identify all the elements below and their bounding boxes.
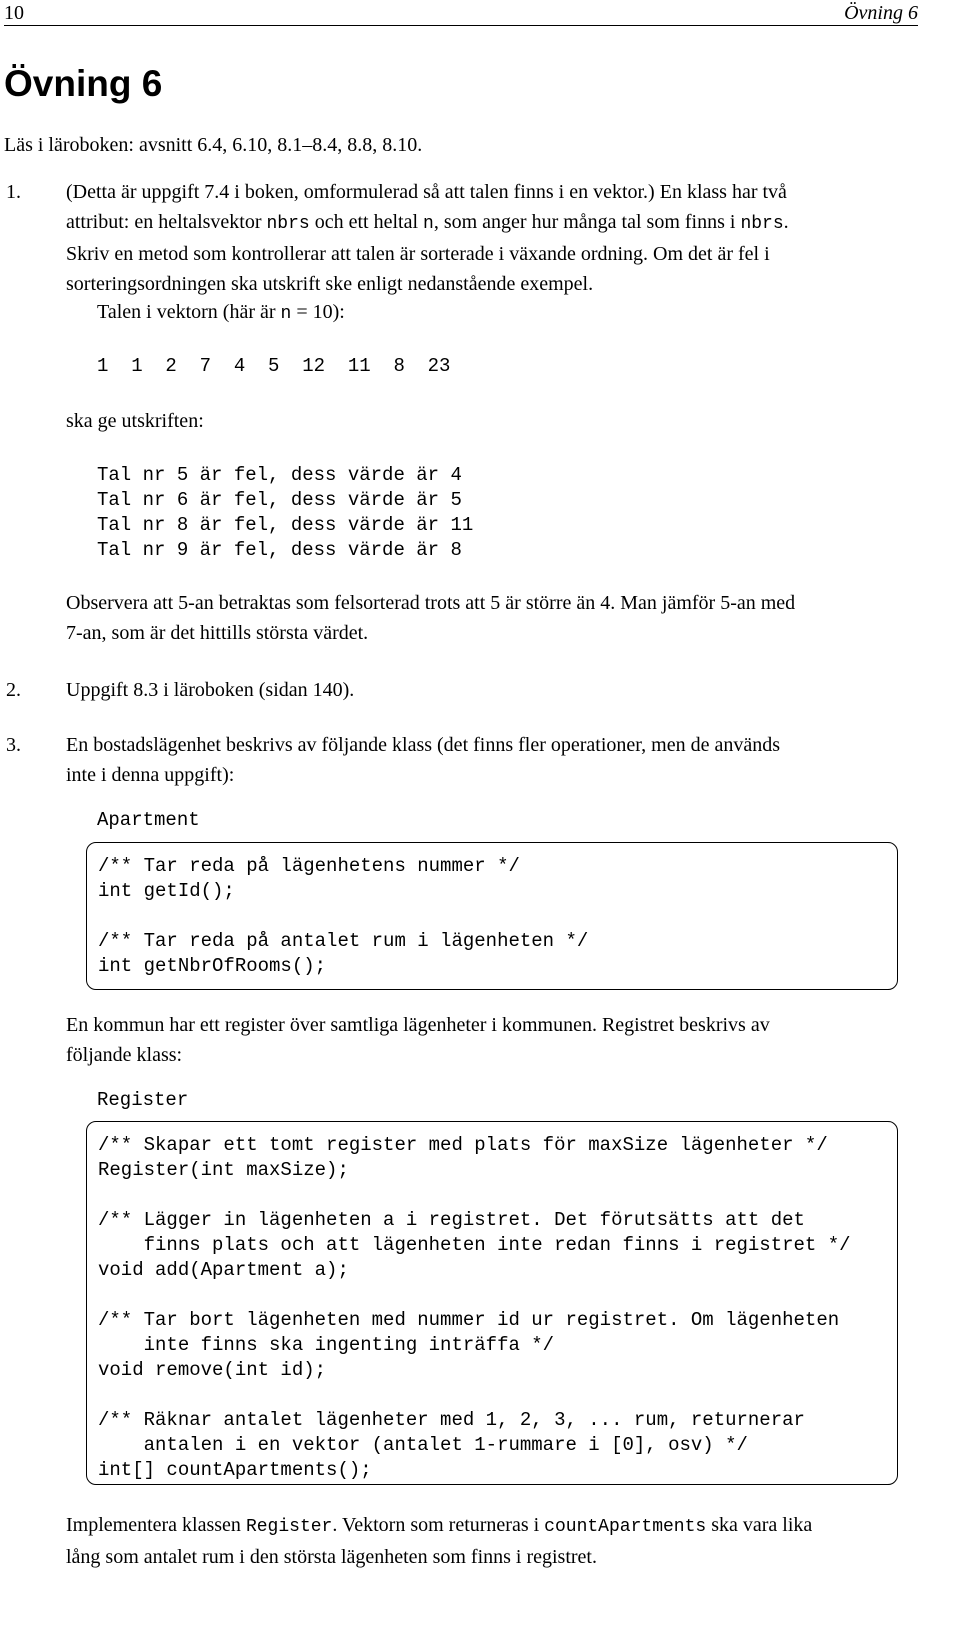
register-class-name: Register	[97, 1089, 189, 1111]
register-code: /** Skapar ett tomt register med plats för maxSize lägenheter */ Register(int maxSize); /** Lägger in lägenheten a i registret. Det förutsätts att det finns plats och att lägenheten inte redan finns i registret */ void add(Apartment a); /** Tar bort lägenheten med nummer id ur registret. Om lägenheten inte finns ska ingenting inträffa */ void remove(int id); /** Räknar antalet lägenheter med 1, 2, 3, ... rum, returnerar antalen i en vektor (antalet 1-rummare i [0], osv) */ int[] countApartments();	[98, 1134, 851, 1481]
register-intro-line: En kommun har ett register över samtliga lägenheter i kommunen. Registret beskrivs av	[66, 1014, 770, 1036]
inline-code: n	[280, 304, 292, 324]
inline-code: countApartments	[544, 1517, 707, 1537]
reading-instruction: Läs i läroboken: avsnitt 6.4, 6.10, 8.1–8.4, 8.8, 8.10.	[4, 134, 423, 156]
output-intro: ska ge utskriften:	[66, 410, 204, 432]
header-rule	[4, 25, 918, 26]
note-line: 7-an, som är det hittills största värdet.	[66, 622, 369, 644]
final-line: Implementera klassen Register. Vektorn som returneras i countApartments ska vara lika	[66, 1514, 813, 1537]
register-intro	[66, 1010, 926, 1070]
output-line: Tal nr 8 är fel, dess värde är 11	[97, 514, 474, 536]
apartment-class-name: Apartment	[97, 809, 200, 831]
task-1-line: Skriv en metod som kontrollerar att talen är sorterade i växande ordning. Om det är fel i	[66, 243, 770, 265]
page-number: 10	[4, 2, 24, 24]
task-1-number: 1.	[6, 181, 21, 203]
output-line: Tal nr 5 är fel, dess värde är 4	[97, 464, 462, 486]
task-1-note	[66, 588, 926, 648]
page-title: Övning 6	[4, 63, 163, 104]
inline-code: Register	[245, 1517, 333, 1537]
task-1-line: sorteringsordningen ska utskrift ske enligt nedanstående exempel.	[66, 273, 594, 295]
register-code-box	[86, 1121, 898, 1485]
intro-line: En bostadslägenhet beskrivs av följande klass (det finns fler operationer, men de används	[66, 734, 780, 756]
example-numbers: 1 1 2 7 4 5 12 11 8 23	[97, 355, 451, 377]
inline-code: nbrs	[266, 214, 310, 234]
apartment-code-box	[86, 842, 898, 990]
task-3-intro	[66, 730, 926, 790]
note-line: Observera att 5-an betraktas som felsorterad trots att 5 är större än 4. Man jämför 5-an med	[66, 592, 796, 614]
output-line: Tal nr 9 är fel, dess värde är 8	[97, 539, 462, 561]
output-block	[97, 463, 473, 563]
final-line: lång som antalet rum i den största lägenheten som finns i registret.	[66, 1546, 597, 1568]
intro-line: inte i denna uppgift):	[66, 764, 235, 786]
output-line: Tal nr 6 är fel, dess värde är 5	[97, 489, 462, 511]
apartment-code: /** Tar reda på lägenhetens nummer */ int getId(); /** Tar reda på antalet rum i lägenheten */ int getNbrOfRooms();	[98, 855, 589, 977]
task-2-number: 2.	[6, 679, 21, 701]
inline-code: nbrs	[740, 214, 784, 234]
task-1-line: (Detta är uppgift 7.4 i boken, omformulerad så att talen finns i en vektor.) En klass har två	[66, 181, 787, 203]
task-3-final	[66, 1510, 926, 1572]
running-title: Övning 6	[844, 2, 918, 24]
task-3-number: 3.	[6, 734, 21, 756]
register-intro-line: följande klass:	[66, 1044, 183, 1066]
task-1-line: attribut: en heltalsvektor nbrs och ett heltal n, som anger hur många tal som finns i nbrs.	[66, 211, 789, 234]
task-2-text: Uppgift 8.3 i läroboken (sidan 140).	[66, 679, 355, 701]
example-intro: Talen i vektorn (här är n = 10):	[97, 301, 345, 324]
task-1-text	[66, 177, 926, 299]
inline-code: n	[423, 214, 434, 234]
